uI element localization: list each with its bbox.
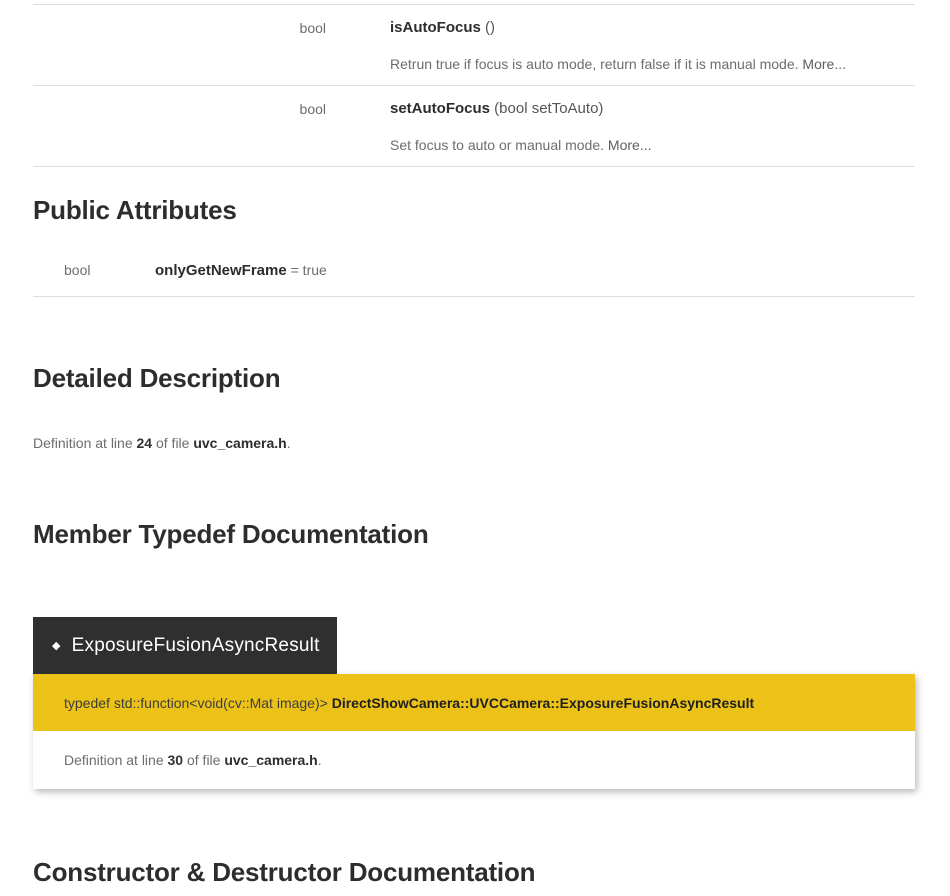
- typedef-doc-item: [33, 617, 915, 789]
- public-attributes-table: [33, 261, 915, 297]
- member-brief-description: [390, 55, 846, 74]
- definition-prefix: Definition at line: [33, 435, 137, 451]
- typedef-prototype: [64, 695, 754, 711]
- definition-suffix: .: [286, 435, 291, 451]
- definition-suffix: .: [317, 751, 322, 768]
- member-args: (): [480, 19, 496, 36]
- definition-middle: of file: [152, 435, 194, 451]
- definition-prefix: Definition at line: [64, 751, 168, 768]
- detailed-description-heading: Detailed Description: [33, 363, 281, 393]
- member-return-type: bool: [299, 101, 326, 117]
- attribute-row: [33, 261, 915, 297]
- definition-file-link[interactable]: uvc_camera.h: [193, 435, 287, 451]
- typedef-title-tab: [33, 617, 337, 674]
- more-link[interactable]: More...: [607, 137, 652, 153]
- definition-line-number: 30: [167, 751, 184, 768]
- member-function-row: [33, 5, 915, 86]
- typedef-prototype-normal: typedef std::function<void(cv::Mat image)>: [64, 694, 332, 711]
- member-function-row: [33, 86, 915, 167]
- member-brief-text: Set focus to auto or manual mode.: [390, 137, 605, 153]
- definition-line-number: 24: [136, 435, 153, 451]
- constructor-destructor-heading: Constructor & Destructor Documentation: [33, 857, 536, 887]
- typedef-title-text: ExposureFusionAsyncResult: [71, 634, 320, 656]
- attribute-initializer: = true: [286, 262, 327, 278]
- definition-middle: of file: [183, 751, 225, 768]
- member-signature: [390, 99, 651, 119]
- member-declaration: [390, 18, 846, 74]
- member-name-link[interactable]: isAutoFocus: [390, 19, 481, 36]
- member-name-link[interactable]: setAutoFocus: [390, 100, 491, 117]
- member-signature: [390, 18, 846, 38]
- attribute-declaration: [155, 261, 327, 280]
- member-declaration: [390, 99, 651, 155]
- definition-line: [33, 434, 915, 453]
- member-brief-text: Retrun true if focus is auto mode, return false if it is manual mode.: [390, 56, 799, 72]
- doxygen-page: [33, 0, 915, 887]
- member-brief-description: [390, 136, 651, 155]
- member-args: (bool setToAuto): [490, 100, 604, 117]
- member-functions-table: [33, 4, 915, 167]
- attribute-type: bool: [64, 262, 91, 278]
- member-return-type: bool: [299, 20, 326, 36]
- typedef-prototype-bar: [33, 674, 915, 731]
- public-attributes-heading: Public Attributes: [33, 195, 237, 225]
- typedef-prototype-name: DirectShowCamera::UVCCamera::ExposureFusionAsyncResult: [331, 694, 755, 711]
- more-link[interactable]: More...: [802, 56, 846, 72]
- typedef-doc-body: [33, 674, 915, 789]
- definition-file-link[interactable]: uvc_camera.h: [224, 751, 318, 768]
- definition-line: [64, 751, 322, 770]
- typedef-doc-text-area: [33, 731, 915, 789]
- member-typedef-heading: Member Typedef Documentation: [33, 519, 429, 549]
- permalink-diamond-icon[interactable]: ◆: [52, 640, 61, 652]
- attribute-name-link[interactable]: onlyGetNewFrame: [155, 262, 287, 279]
